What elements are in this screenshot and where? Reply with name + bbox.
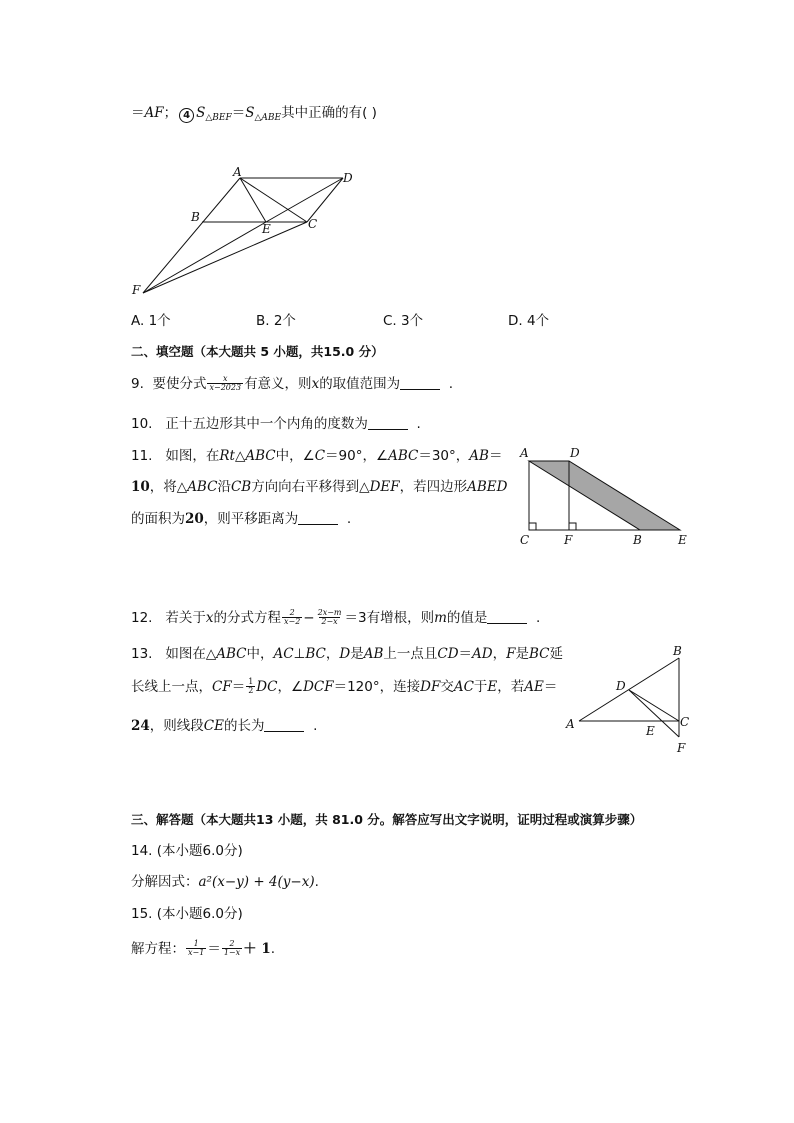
text: 如图在△ <box>165 646 217 662</box>
fraction <box>186 940 206 958</box>
text: ⊥ <box>293 646 306 662</box>
var: CF <box>212 678 232 695</box>
var: BC <box>528 646 550 662</box>
text: 解方程： <box>131 940 185 957</box>
point-label-c: C <box>308 217 318 231</box>
text: ＝ <box>207 940 221 957</box>
question-number: 12. <box>131 609 153 626</box>
section-title-answer: 三、解答题（本大题共13 小题，共 81.0 分。解答应写出文字说明，证明过程或演算步骤） <box>131 812 643 827</box>
answer-blank <box>264 719 304 732</box>
var: AC <box>453 678 474 695</box>
text: △ <box>234 448 246 464</box>
var: D <box>339 646 351 662</box>
var: BC <box>305 646 326 662</box>
var: AE <box>524 678 544 695</box>
text: ， <box>492 646 507 662</box>
text: 的面积为 <box>131 511 185 527</box>
text: ＝120°，连接 <box>333 678 421 695</box>
q15-header: 15. (本小题6.0分) <box>131 906 243 922</box>
option-a: A. 1个 <box>131 313 171 329</box>
numerator: 1 <box>193 939 199 948</box>
text: 的长为 <box>223 718 265 734</box>
expression: ＋ 1 <box>243 940 271 957</box>
q13-line-2 <box>131 678 557 696</box>
denominator: x−2 <box>283 617 301 627</box>
var: x <box>311 375 320 392</box>
fraction <box>316 609 344 627</box>
text: 沿 <box>217 479 231 495</box>
denominator: 2 <box>248 686 254 696</box>
text: . <box>416 416 421 432</box>
text: ，若四边形 <box>399 479 468 495</box>
text: 是 <box>350 646 364 662</box>
text: ； <box>163 105 178 121</box>
point-label-d: D <box>570 446 580 460</box>
var: C <box>314 448 326 464</box>
var: DC <box>256 678 278 695</box>
question-number: 11. <box>131 448 153 464</box>
var: AB <box>469 448 489 464</box>
point-label-b: B <box>673 644 682 658</box>
text: . <box>346 511 352 527</box>
point-label-a: A <box>566 717 575 731</box>
var: Rt <box>219 448 235 464</box>
var: ABC <box>388 448 419 464</box>
text: ，则平移距离为 <box>203 511 299 527</box>
var: ABED <box>467 479 508 495</box>
var: AC <box>273 646 294 662</box>
text: 若关于 <box>165 609 206 626</box>
answer-blank <box>400 377 440 390</box>
text: 中， <box>246 646 274 662</box>
text: 中，∠ <box>275 448 315 464</box>
denominator: 2−x <box>321 617 338 627</box>
numerator: x <box>223 374 228 383</box>
var: DCF <box>303 678 334 695</box>
point-label-f: F <box>132 283 141 297</box>
point-label-c: C <box>680 715 690 729</box>
point-label-e: E <box>262 222 271 236</box>
circled-number-4: 4 <box>179 108 194 123</box>
var: ABC <box>187 479 218 495</box>
text: . <box>314 874 319 890</box>
q11-line-3 <box>131 511 351 527</box>
q13-figure <box>560 640 700 760</box>
q11-line-2 <box>131 479 507 495</box>
option-c: C. 3个 <box>383 313 424 329</box>
var: AD <box>472 646 493 662</box>
q12 <box>131 609 540 627</box>
q8-tail-line <box>131 105 377 124</box>
text: ＝30°， <box>418 448 470 464</box>
text: ＝ <box>458 646 473 662</box>
text: . <box>313 718 318 734</box>
text: 是 <box>515 646 529 662</box>
question-number: 10. <box>131 416 153 432</box>
denominator: x−2023 <box>209 383 242 393</box>
fraction <box>246 678 255 696</box>
text: . <box>448 375 454 392</box>
q11-line-1 <box>131 448 502 464</box>
text: 上一点且 <box>383 646 438 662</box>
point-label-c: C <box>520 533 530 547</box>
text: 的值是 <box>446 609 488 626</box>
var: DF <box>420 678 441 695</box>
var: S <box>196 105 206 121</box>
var: ABC <box>245 448 276 464</box>
answer-blank <box>368 417 408 430</box>
text: 有意义，则 <box>244 375 312 392</box>
subscript: △BEF <box>205 113 232 123</box>
point-label-b: B <box>191 210 200 224</box>
point-label-f: F <box>677 741 686 755</box>
text: 的取值范围为 <box>319 375 401 392</box>
number: 10 <box>131 479 150 495</box>
q15-body <box>131 940 275 958</box>
section-title-fill-in: 二、填空题（本大题共 5 小题，共15.0 分） <box>131 344 384 359</box>
answer-blank <box>487 611 527 624</box>
q13-line-3 <box>131 718 317 734</box>
text: 于 <box>473 678 488 695</box>
subscript: △ABE <box>254 113 282 123</box>
numerator: 2 <box>289 608 295 617</box>
denominator: x−1 <box>188 948 205 958</box>
point-label-b: B <box>633 533 642 547</box>
text: − <box>303 609 315 626</box>
text: ， <box>325 646 340 662</box>
fraction <box>282 609 302 627</box>
var: AB <box>363 646 384 662</box>
text: 方向向右平移得到△ <box>251 479 370 495</box>
text: 延 <box>549 646 563 662</box>
text: ＝ <box>488 448 503 464</box>
text: ，将△ <box>149 479 188 495</box>
point-label-a: A <box>233 165 242 179</box>
var: ABC <box>216 646 247 662</box>
q14-header: 14. (本小题6.0分) <box>131 843 243 859</box>
q13-line-1 <box>131 646 563 662</box>
var: AF <box>144 105 164 121</box>
fraction <box>222 940 242 958</box>
text: ＝ <box>131 105 145 121</box>
var: CD <box>437 646 459 662</box>
q14-body <box>131 874 319 890</box>
number: 20 <box>185 511 204 527</box>
text: 长线上一点， <box>131 678 212 695</box>
numerator: 2 <box>229 939 235 948</box>
text: 如图，在 <box>165 448 220 464</box>
var: F <box>506 646 516 662</box>
q9 <box>131 375 453 393</box>
point-label-f: F <box>564 533 573 547</box>
point-label-d: D <box>343 171 353 185</box>
numerator: 2x−m <box>317 608 342 617</box>
text: ，若 <box>497 678 525 695</box>
text: . <box>270 940 276 957</box>
var: E <box>487 678 498 695</box>
point-label-a: A <box>520 446 529 460</box>
option-d: D. 4个 <box>508 313 550 329</box>
var: x <box>205 609 214 626</box>
question-number: 9. <box>131 375 144 392</box>
text: 的分式方程 <box>213 609 281 626</box>
text: . <box>536 609 541 626</box>
var: CB <box>230 479 252 495</box>
text: ＝ <box>231 105 246 121</box>
text: 分解因式： <box>131 874 199 890</box>
var: CE <box>203 718 224 734</box>
numerator: 1 <box>248 677 254 686</box>
point-label-e: E <box>646 724 655 738</box>
text: ＝ <box>231 678 246 695</box>
text: 交 <box>440 678 454 695</box>
point-label-d: D <box>616 679 626 693</box>
q10 <box>131 416 421 432</box>
point-label-e: E <box>678 533 687 547</box>
answer-blank <box>298 512 338 525</box>
question-number: 13. <box>131 646 153 662</box>
var: S <box>245 105 255 121</box>
expression: a²(x−y) + 4(y−x) <box>198 874 315 890</box>
q8-figure <box>125 160 365 300</box>
text: ，∠ <box>277 678 304 695</box>
var: DEF <box>369 479 400 495</box>
text: 正十五边形其中一个内角的度数为 <box>165 416 368 432</box>
var: m <box>434 609 447 626</box>
fraction <box>207 375 243 393</box>
text: ＝3有增根，则 <box>344 609 435 626</box>
q11-figure <box>512 440 697 555</box>
option-b: B. 2个 <box>256 313 296 329</box>
text: ＝ <box>543 678 558 695</box>
number: 24 <box>131 718 150 734</box>
text: 其中正确的有( ) <box>281 105 377 121</box>
text: ＝90°，∠ <box>325 448 389 464</box>
text: ，则线段 <box>149 718 204 734</box>
denominator: 1−x <box>223 948 241 958</box>
text: 要使分式 <box>152 375 207 392</box>
